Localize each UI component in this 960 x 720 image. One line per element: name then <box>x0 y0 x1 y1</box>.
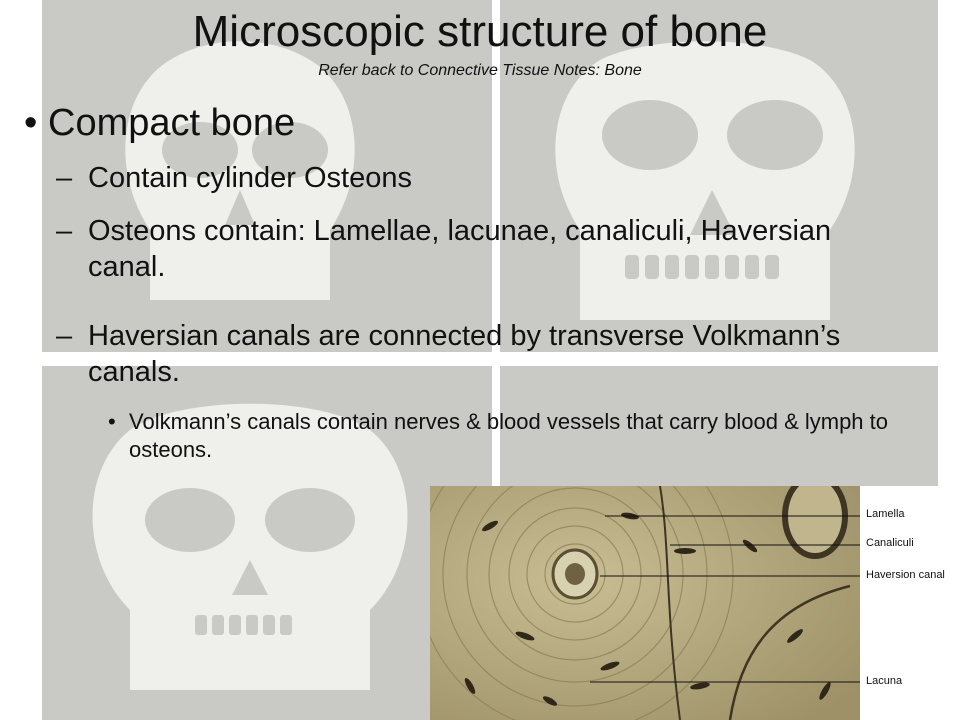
dash-marker: – <box>56 320 73 352</box>
sub-sub-bullet-text: Volkmann’s canals contain nerves & blood vessels that carry blood & lymph to osteons. <box>129 409 888 462</box>
sub-bullet-text: Osteons contain: Lamellae, lacunae, canaliculi, Haversian canal. <box>88 215 832 283</box>
sub-bullet-text: Haversian canals are connected by transverse Volkmann’s canals. <box>88 320 841 388</box>
bullet-text: Compact bone <box>48 102 296 144</box>
label-canaliculi: Canaliculi <box>866 537 914 549</box>
dash-marker: – <box>56 215 73 247</box>
label-lacuna: Lacuna <box>866 675 903 687</box>
label-haversion-canal: Haversion canal <box>866 569 945 581</box>
sub-bullet-osteon-contents <box>56 213 896 285</box>
sub-bullet-haversian <box>56 318 896 390</box>
micrograph-label-column <box>862 0 960 720</box>
dash-marker: – <box>56 162 73 194</box>
slide-subtitle: Refer back to Connective Tissue Notes: Bone <box>318 62 642 79</box>
bullet-marker: • <box>24 102 38 144</box>
sub-bullet-osteons <box>56 160 896 196</box>
bone-micrograph-image <box>430 486 860 720</box>
slide-title: Microscopic structure of bone <box>192 7 768 56</box>
label-lamella: Lamella <box>866 508 905 520</box>
sub-sub-bullet-volkmann <box>108 408 928 464</box>
sub-bullet-text: Contain cylinder Osteons <box>88 162 412 194</box>
bullet-marker: • <box>108 409 116 434</box>
